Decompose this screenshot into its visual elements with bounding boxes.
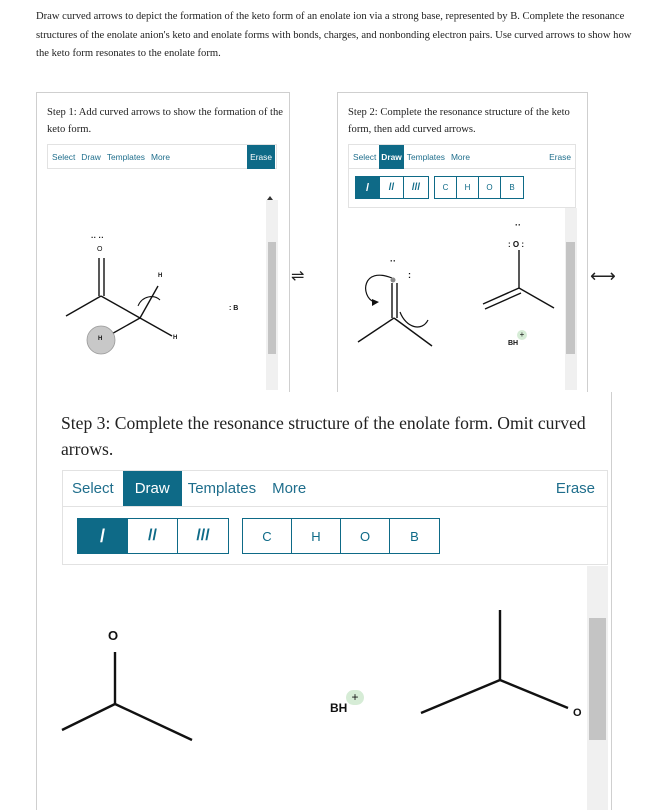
step3-erase-button[interactable]: Erase [555, 480, 595, 497]
step2-oxygen-button[interactable]: O [479, 177, 501, 198]
step3-carbon-button[interactable]: C [243, 519, 292, 553]
step3-double-bond-button[interactable]: // [128, 519, 178, 553]
s3-bond-e-left [421, 680, 500, 713]
step2-single-bond-button[interactable]: / [356, 177, 380, 198]
step2-title: Step 2: Complete the resonance structure of the keto form, then add curved arrows. [348, 107, 570, 135]
step3-triple-bond-button[interactable]: /// [196, 527, 210, 544]
s3-atom-o-right[interactable]: O [573, 707, 582, 719]
step3-oxygen-button[interactable]: O [341, 519, 390, 553]
step2-double-bond-button[interactable]: // [380, 177, 404, 198]
s1-atom-o[interactable]: O [97, 246, 103, 253]
step1-more-tab[interactable]: More [151, 151, 171, 162]
equilibrium-arrow: ⇌ [291, 266, 305, 285]
s3-bond-left [62, 704, 115, 730]
step1-templates-tab[interactable]: Templates [106, 151, 145, 162]
step3-title: Step 3: Complete the resonance structure of the enolate form. Omit curved arrows. [61, 413, 586, 459]
s1-atom-h-top[interactable]: H [158, 273, 163, 279]
step1-draw-tab[interactable]: Draw [81, 151, 101, 162]
step1-select-tab[interactable]: Select [52, 151, 76, 162]
question-text: Draw curved arrows to depict the formation of the keto form of an enolate ion via a strong base, represented by B. Complete the resonance structures of the enolate anion's keto and enolate forms with bonds, charges, and nonbonding electron pairs. Use curved arrows to show how the keto form resonates to the enolate form. [36, 11, 632, 59]
step1-erase-button[interactable]: Erase [247, 145, 275, 169]
s3-atom-o-left[interactable]: O [108, 628, 119, 643]
step2-templates-tab[interactable]: Templates [406, 151, 445, 162]
step3-templates-tab[interactable]: Templates [187, 480, 257, 497]
s2-atom-o[interactable]: : O : [508, 240, 524, 249]
s2-o-dots: ·· [515, 220, 521, 230]
s1-o-lone-pairs: ·· ·· [91, 233, 104, 242]
s2-o-top-dots: ·· [390, 256, 396, 266]
s1-atom-h-left[interactable]: H [98, 336, 103, 342]
s3-charge-badge: + [346, 690, 364, 705]
step3-more-tab[interactable]: More [272, 480, 307, 497]
s1-base[interactable]: : B [229, 305, 239, 312]
step2-carbon-button[interactable]: C [435, 177, 457, 198]
step2-base-button[interactable]: B [509, 183, 515, 192]
step2-erase-button[interactable]: Erase [549, 151, 571, 162]
step2-draw-tab[interactable]: Draw [379, 145, 403, 169]
s3-bond-e-right [500, 680, 568, 708]
step2-triple-bond-button[interactable]: /// [411, 182, 421, 193]
step3-single-bond-button[interactable]: / [78, 519, 128, 553]
step3-draw-tab[interactable]: Draw [123, 471, 182, 506]
resonance-arrow: ⟷ [590, 266, 616, 287]
step3-select-tab[interactable]: Select [72, 480, 114, 497]
step3-base-button[interactable]: B [410, 528, 419, 544]
step2-hydrogen-button[interactable]: H [457, 177, 479, 198]
s3-bond-right [115, 704, 192, 740]
s2-bh[interactable]: BH [508, 340, 519, 347]
s2-o-right-dots: : [408, 270, 411, 280]
s1-atom-h-bottom[interactable]: H [173, 335, 178, 341]
step3-hydrogen-button[interactable]: H [292, 519, 341, 553]
step2-more-tab[interactable]: More [450, 151, 471, 162]
s2-charge-badge: + [517, 330, 527, 340]
step1-title: Step 1: Add curved arrows to show the formation of the keto form. [47, 107, 283, 135]
s3-bh[interactable]: BH [330, 701, 348, 715]
step2-select-tab[interactable]: Select [353, 151, 377, 162]
